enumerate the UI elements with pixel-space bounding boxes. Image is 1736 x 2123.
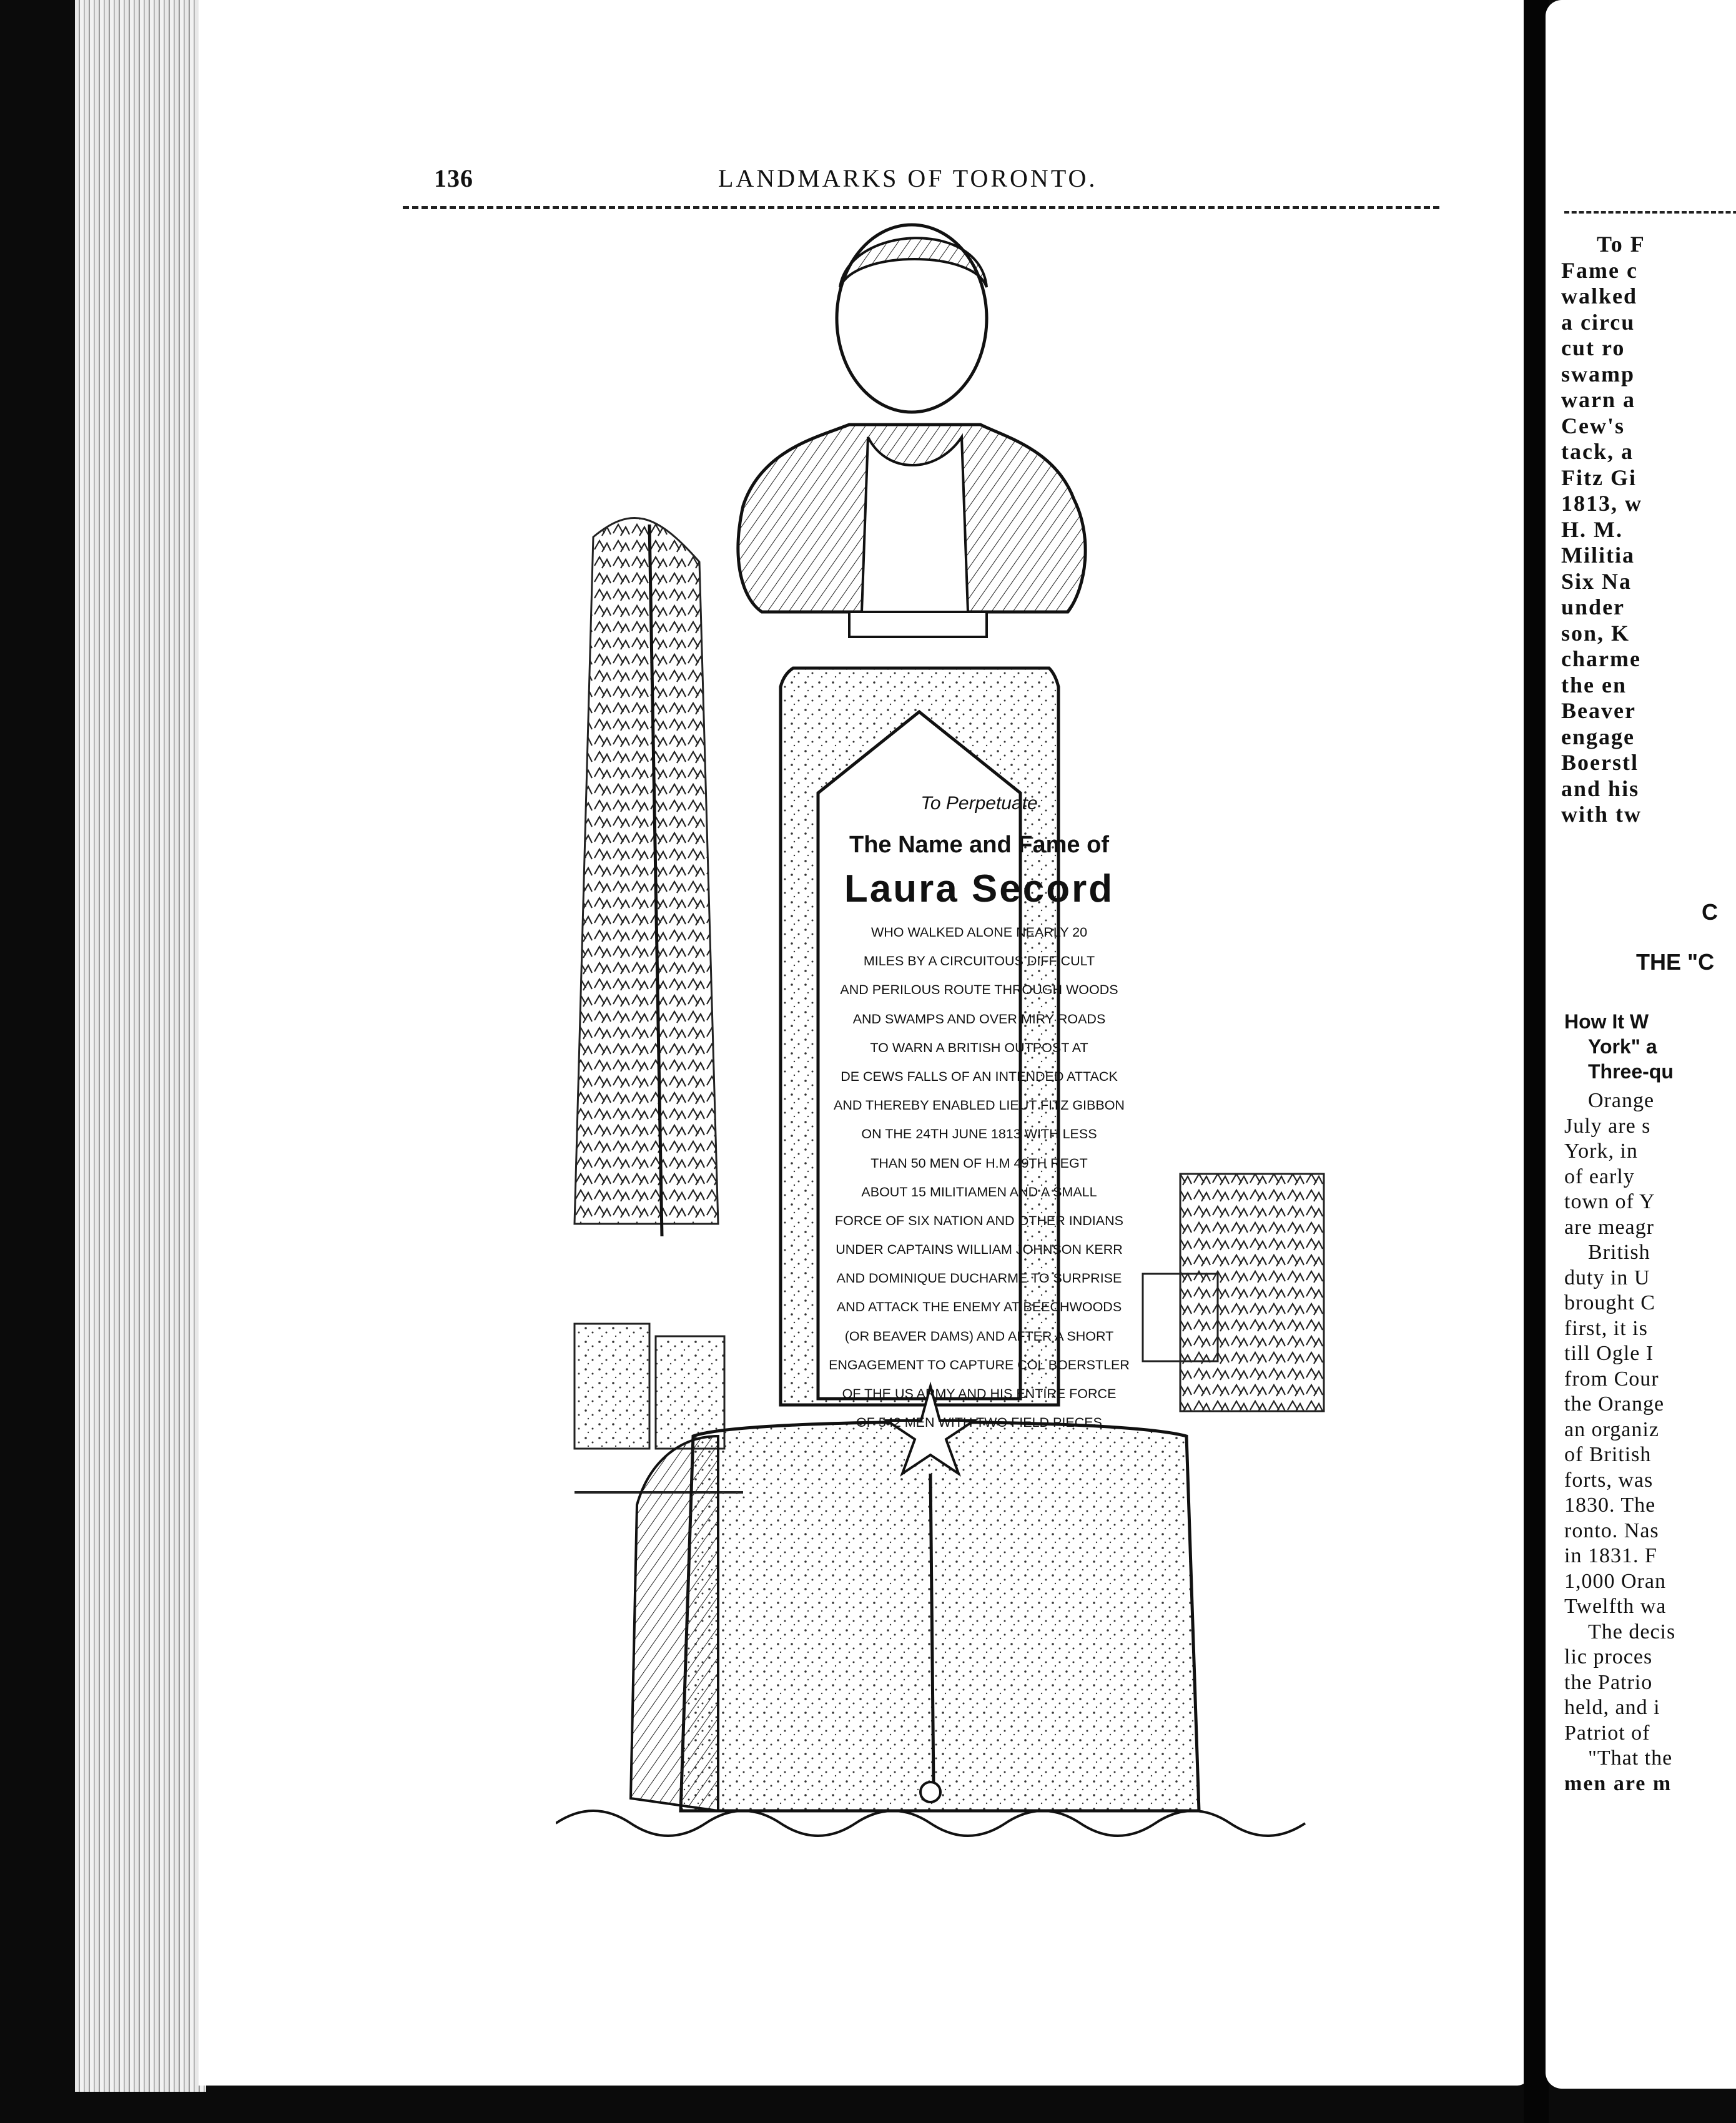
inscription-line1: The Name and Fame of [849, 832, 1109, 858]
inscription-body-line: DE CEWS FALLS OF AN INTENDED ATTACK [841, 1068, 1118, 1084]
body-line: town of Y [1564, 1190, 1655, 1213]
body-line: York, in [1564, 1140, 1638, 1163]
body-line: July are s [1564, 1114, 1651, 1138]
column-line: warn a [1561, 387, 1635, 412]
inscription-body-line: AND THEREBY ENABLED LIEUT FITZ GIBBON [834, 1098, 1125, 1113]
column-line: Boerstl [1561, 750, 1639, 775]
right-page [1546, 0, 1736, 2089]
body-line: the Orange [1564, 1392, 1665, 1416]
body-line: "That the [1588, 1746, 1673, 1770]
inscription-body-line: AND PERILOUS ROUTE THROUGH WOODS [840, 982, 1118, 998]
column-line: To F [1597, 232, 1645, 257]
body-line: British [1588, 1241, 1650, 1264]
body-line: first, it is [1564, 1316, 1648, 1340]
column-line: son, K [1561, 620, 1630, 646]
page-edges [75, 0, 206, 2092]
body-line: in 1831. F [1564, 1544, 1657, 1567]
column-line: tack, a [1561, 439, 1634, 464]
inscription-body [824, 918, 1134, 1437]
body-line: forts, was [1564, 1468, 1654, 1492]
inscription-body-line: FORCE OF SIX NATION AND OTHER INDIANS [835, 1213, 1123, 1228]
subhead-line: York" a [1588, 1035, 1657, 1058]
header-rule [403, 206, 1439, 209]
column-line: Cew's [1561, 413, 1625, 438]
column-line: under [1561, 594, 1625, 619]
column-line: engage [1561, 724, 1635, 749]
body-line: men are m [1564, 1771, 1672, 1795]
column-line: cut ro [1561, 335, 1625, 360]
body-line: Orange [1588, 1089, 1655, 1112]
inscription-heading: To Perpetuate [920, 793, 1038, 814]
body-line: duty in U [1564, 1266, 1650, 1289]
body-line: till Ogle I [1564, 1342, 1654, 1365]
bust-figure [738, 225, 1085, 637]
tree-left [575, 518, 718, 1236]
body-line: the Patrio [1564, 1670, 1653, 1694]
inscription-body-line: TO WARN A BRITISH OUTPOST AT [870, 1040, 1088, 1055]
column-line: the en [1561, 672, 1627, 697]
book-gutter [1524, 0, 1549, 2123]
column-line: Militia [1561, 543, 1635, 568]
pedestal-base [631, 1386, 1199, 1811]
chapter-title: THE "C [1636, 949, 1715, 975]
body-line: Patriot of [1564, 1721, 1650, 1745]
column-line: 1813, w [1561, 491, 1642, 516]
column-line: a circu [1561, 309, 1635, 335]
body-line: Twelfth wa [1564, 1595, 1667, 1618]
shrub-right [1143, 1174, 1324, 1411]
monument-inscription [823, 793, 1135, 1431]
column-line: and his [1561, 776, 1640, 801]
chapter-mark: C [1702, 899, 1718, 925]
body-line: 1830. The [1564, 1494, 1656, 1517]
inscription-body-line: UNDER CAPTAINS WILLIAM JOHNSON KERR [836, 1242, 1123, 1258]
column-line: swamp [1561, 361, 1635, 387]
body-line: ronto. Nas [1564, 1519, 1659, 1542]
column-line: with tw [1561, 802, 1642, 827]
body-line: are meagr [1564, 1215, 1654, 1239]
body-line: of early [1564, 1165, 1635, 1188]
column-line: Six Na [1561, 568, 1632, 594]
body-line: of British [1564, 1443, 1652, 1466]
column-line: Fitz Gi [1561, 465, 1637, 490]
inscription-body-line: THAN 50 MEN OF H.M 49TH REGT [870, 1155, 1088, 1171]
body-line: brought C [1564, 1291, 1655, 1314]
body-line: lic proces [1564, 1645, 1653, 1668]
inscription-body-line: AND DOMINIQUE DUCHARME TO SURPRISE [836, 1271, 1122, 1286]
inscription-name: Laura Secord [844, 867, 1115, 910]
inscription-body-line: ENGAGEMENT TO CAPTURE COL BOERSTLER [829, 1357, 1130, 1372]
body-line: The decis [1588, 1620, 1676, 1643]
body-line: from Cour [1564, 1367, 1659, 1391]
inscription-body-line: ABOUT 15 MILITIAMEN AND A SMALL [861, 1184, 1097, 1199]
inscription-body-line: WHO WALKED ALONE NEARLY 20 [870, 925, 1088, 940]
page-number: 136 [434, 164, 473, 192]
subhead-line: How It W [1564, 1010, 1649, 1033]
inscription-body-line: AND ATTACK THE ENEMY AT BEECHWOODS [836, 1299, 1122, 1315]
inscription-body-line: OF THE US ARMY AND HIS ENTIRE FORCE [842, 1386, 1117, 1401]
body-line: held, and i [1564, 1696, 1660, 1719]
inscription-body-line: (OR BEAVER DAMS) AND AFTER A SHORT [844, 1328, 1114, 1344]
running-head: LANDMARKS OF TORONTO. [718, 164, 1098, 192]
subhead-line: Three-qu [1588, 1060, 1674, 1083]
inscription-body-line: ON THE 24TH JUNE 1813 WITH LESS [861, 1126, 1097, 1142]
inscription-body-line: OF 542 MEN WITH TWO FIELD PIECES [856, 1415, 1102, 1431]
column-line: Beaver [1561, 698, 1636, 723]
grass-line [556, 1811, 1305, 1836]
column-line: charme [1561, 646, 1641, 671]
inscription-body-line: AND SWAMPS AND OVER MIRY ROADS [852, 1011, 1106, 1027]
body-line: an organiz [1564, 1417, 1659, 1441]
column-line: Fame c [1561, 257, 1638, 283]
column-line: walked [1561, 283, 1638, 308]
inscription-body-line: MILES BY A CIRCUITOUS DIFFICULT [863, 953, 1095, 969]
column-line: H. M. [1561, 516, 1623, 542]
body-line: 1,000 Oran [1564, 1569, 1666, 1593]
right-header-rule [1564, 211, 1736, 214]
